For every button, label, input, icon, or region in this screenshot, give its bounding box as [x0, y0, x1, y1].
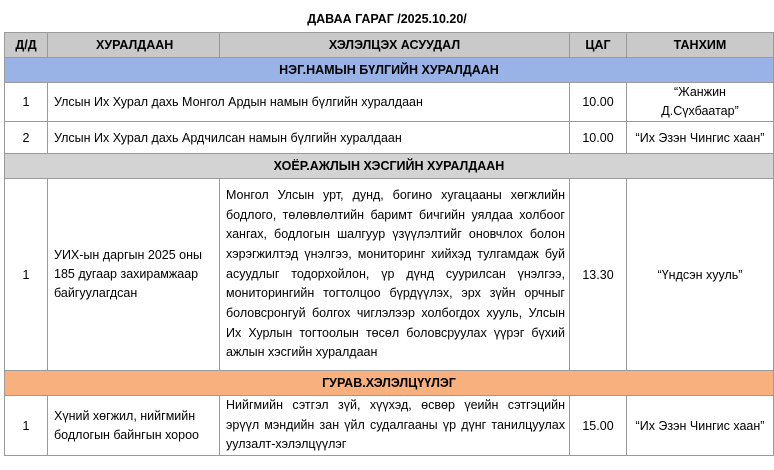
section-title: ГУРАВ.ХЭЛЭЛЦҮҮЛЭГ — [5, 371, 774, 396]
row-time: 13.30 — [570, 179, 627, 371]
table-row — [5, 179, 774, 371]
header-num: Д/Д — [5, 33, 48, 58]
row-num: 1 — [5, 83, 48, 122]
row-topic: Нийгмийн сэтгэл зүй, хүүхэд, өсвөр үеийн сэтгэцийн эрүүл мэндийн зан үйл судалгааны үр дүнг танилцуулах уулзалт-хэлэлцүүлэг — [220, 396, 570, 456]
section-title: ХОЁР.АЖЛЫН ХЭСГИЙН ХУРАЛДААН — [5, 154, 774, 179]
header-hall: ТАНХИМ — [627, 33, 774, 58]
section-title: НЭГ.НАМЫН БҮЛГИЙН ХУРАЛДААН — [5, 58, 774, 83]
row-hall: “Жанжин Д.Сүхбаатар” — [627, 83, 774, 122]
header-row — [5, 33, 774, 58]
row-time: 10.00 — [570, 122, 627, 154]
table-row — [5, 396, 774, 456]
page-title: ДАВАА ГАРАГ /2025.10.20/ — [307, 12, 467, 26]
table-row — [5, 122, 774, 154]
section-row-party — [5, 58, 774, 83]
row-num: 1 — [5, 179, 48, 371]
row-meeting: УИХ-ын даргын 2025 оны 185 дугаар захирамжаар байгуулагдсан — [48, 179, 220, 371]
row-time: 15.00 — [570, 396, 627, 456]
section-row-working-group — [5, 154, 774, 179]
row-time: 10.00 — [570, 83, 627, 122]
row-num: 2 — [5, 122, 48, 154]
row-meeting: Хүний хөгжил, нийгмийн бодлогын байнгын хороо — [48, 396, 220, 456]
schedule-table — [4, 32, 774, 456]
header-meeting: ХУРАЛДААН — [48, 33, 220, 58]
row-hall: “Үндсэн хууль” — [627, 179, 774, 371]
row-topic: Улсын Их Хурал дахь Монгол Ардын намын бүлгийн хуралдаан — [48, 83, 570, 122]
row-topic: Монгол Улсын урт, дунд, богино хугацааны хөгжлийн бодлого, төлөвлөлтийн баримт бичгийн уялдаа холбоог хангах, бодлогын шалгуур үзүүлэлтийг оновчлох болон хэрэгжилтэд үнэлгээ, мониторинг хийхэд тулгамдаж буй асуудлыг тодорхойлон, үр дүнд суурилсан үнэлгээ, мониторингийн тогтолцоо бүрдүүлэх, эрх зүйн орчныг боловсронгуй болгох чиглэлээр холбогдох хууль, Улсын Их Хурлын тогтоолын төсөл боловсруулах үүрэг бүхий ажлын хэсгийн хуралдаан — [220, 179, 570, 371]
row-num: 1 — [5, 396, 48, 456]
table-row — [5, 83, 774, 122]
row-hall: “Их Эзэн Чингис хаан” — [627, 122, 774, 154]
header-time: ЦАГ — [570, 33, 627, 58]
row-hall: “Их Эзэн Чингис хаан” — [627, 396, 774, 456]
section-row-discussion — [5, 371, 774, 396]
row-topic: Улсын Их Хурал дахь Ардчилсан намын бүлгийн хуралдаан — [48, 122, 570, 154]
header-topic: ХЭЛЭЛЦЭХ АСУУДАЛ — [220, 33, 570, 58]
